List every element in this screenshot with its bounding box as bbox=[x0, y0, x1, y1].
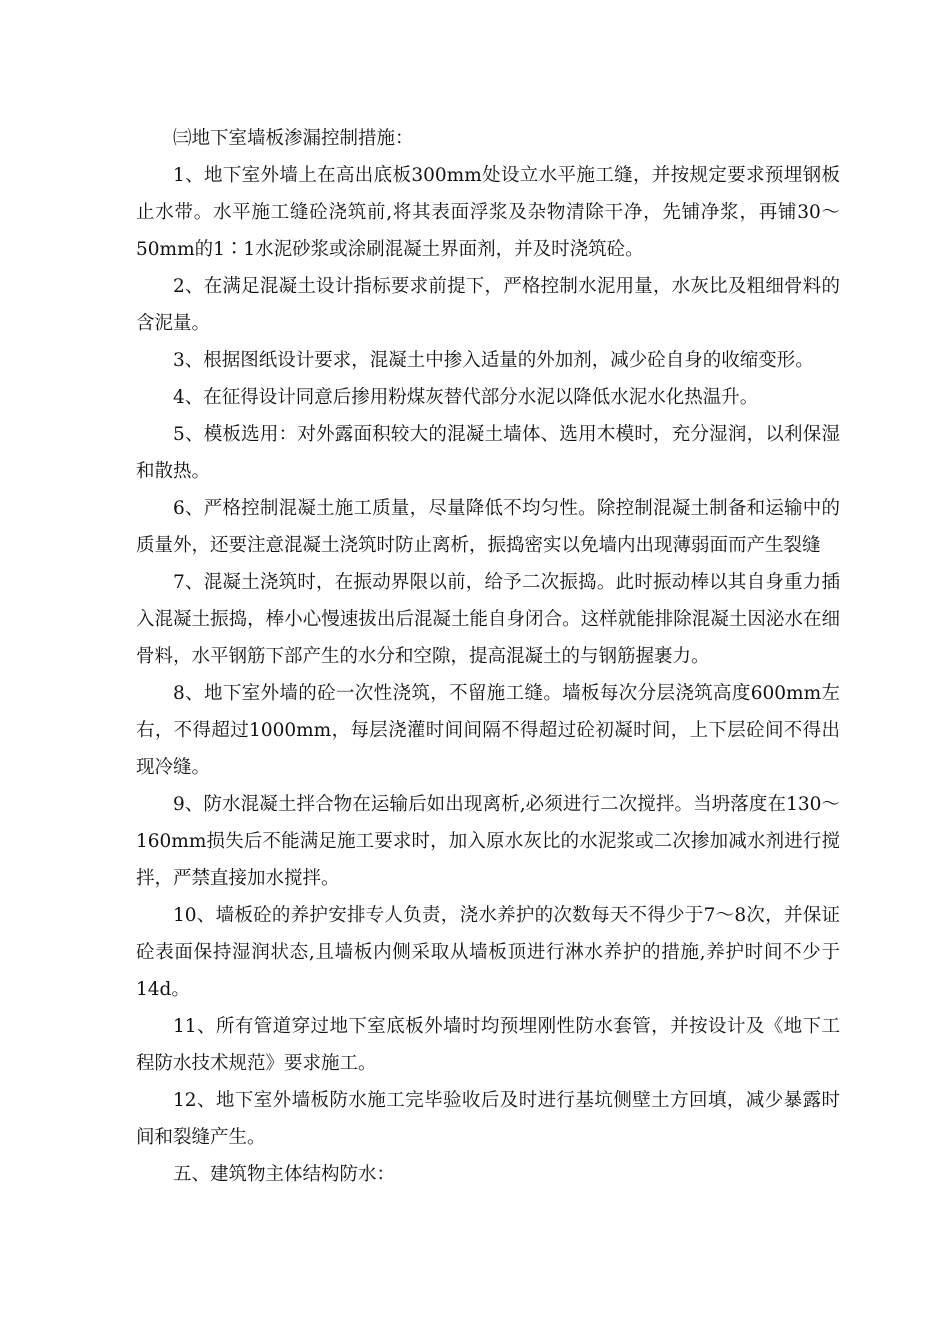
document-body bbox=[136, 120, 840, 1193]
paragraph-item-11: 11、所有管道穿过地下室底板外墙时均预埋刚性防水套管，并按设计及《地下工程防水技术规范》要求施工。 bbox=[136, 1016, 840, 1074]
paragraph-item-5: 5、模板选用：对外露面积较大的混凝土墙体、选用木模时，充分湿润，以利保湿和散热。 bbox=[136, 424, 840, 482]
paragraph-item-7: 7、混凝土浇筑时，在振动界限以前，给予二次振捣。此时振动棒以其自身重力插入混凝土振捣，棒小心慢速拔出后混凝土能自身闭合。这样就能排除混凝土因泌水在细骨料，水平钢筋下部产生的水分和空隙，提高混凝土的与钢筋握裹力。 bbox=[136, 572, 840, 667]
paragraph-item-3: 3、根据图纸设计要求，混凝土中掺入适量的外加剂，减少砼自身的收缩变形。 bbox=[173, 350, 814, 371]
paragraph-item-12: 12、地下室外墙板防水施工完毕验收后及时进行基坑侧壁土方回填，减少暴露时间和裂缝产生。 bbox=[136, 1090, 840, 1148]
paragraph-item-1: 1、地下室外墙上在高出底板300mm处设立水平施工缝，并按规定要求预埋钢板止水带。水平施工缝砼浇筑前,将其表面浮浆及杂物清除干净，先铺净浆，再铺30～50mm的1∶1水泥砂浆或涂刷混凝土界面剂，并及时浇筑砼。 bbox=[136, 165, 840, 260]
paragraph-item-6: 6、严格控制混凝土施工质量，尽量降低不均匀性。除控制混凝土制备和运输中的质量外，还要注意混凝土浇筑时防止离析，振捣密实以免墙内出现薄弱面而产生裂缝 bbox=[136, 498, 840, 556]
paragraph-item-10: 10、墙板砼的养护安排专人负责，浇水养护的次数每天不得少于7～8次，并保证砼表面保持湿润状态,且墙板内侧采取从墙板顶进行淋水养护的措施,养护时间不少于14d。 bbox=[136, 905, 840, 1000]
section-heading-basement-wall-leakage: ㈢地下室墙板渗漏控制措施： bbox=[173, 128, 414, 149]
paragraph-item-4: 4、在征得设计同意后掺用粉煤灰替代部分水泥以降低水泥水化热温升。 bbox=[173, 387, 759, 408]
paragraph-item-2: 2、在满足混凝土设计指标要求前提下，严格控制水泥用量，水灰比及粗细骨料的含泥量。 bbox=[136, 276, 840, 334]
paragraph-item-9: 9、防水混凝土拌合物在运输后如出现离析,必须进行二次搅拌。当坍落度在130～160mm损失后不能满足施工要求时，加入原水灰比的水泥浆或二次掺加减水剂进行搅拌，严禁直接加水搅拌。 bbox=[136, 794, 840, 889]
section-heading-structure-waterproofing: 五、建筑物主体结构防水： bbox=[173, 1164, 396, 1185]
paragraph-item-8: 8、地下室外墙的砼一次性浇筑，不留施工缝。墙板每次分层浇筑高度600mm左右，不得超过1000mm，每层浇灌时间间隔不得超过砼初凝时间，上下层砼间不得出现冷缝。 bbox=[136, 683, 840, 778]
